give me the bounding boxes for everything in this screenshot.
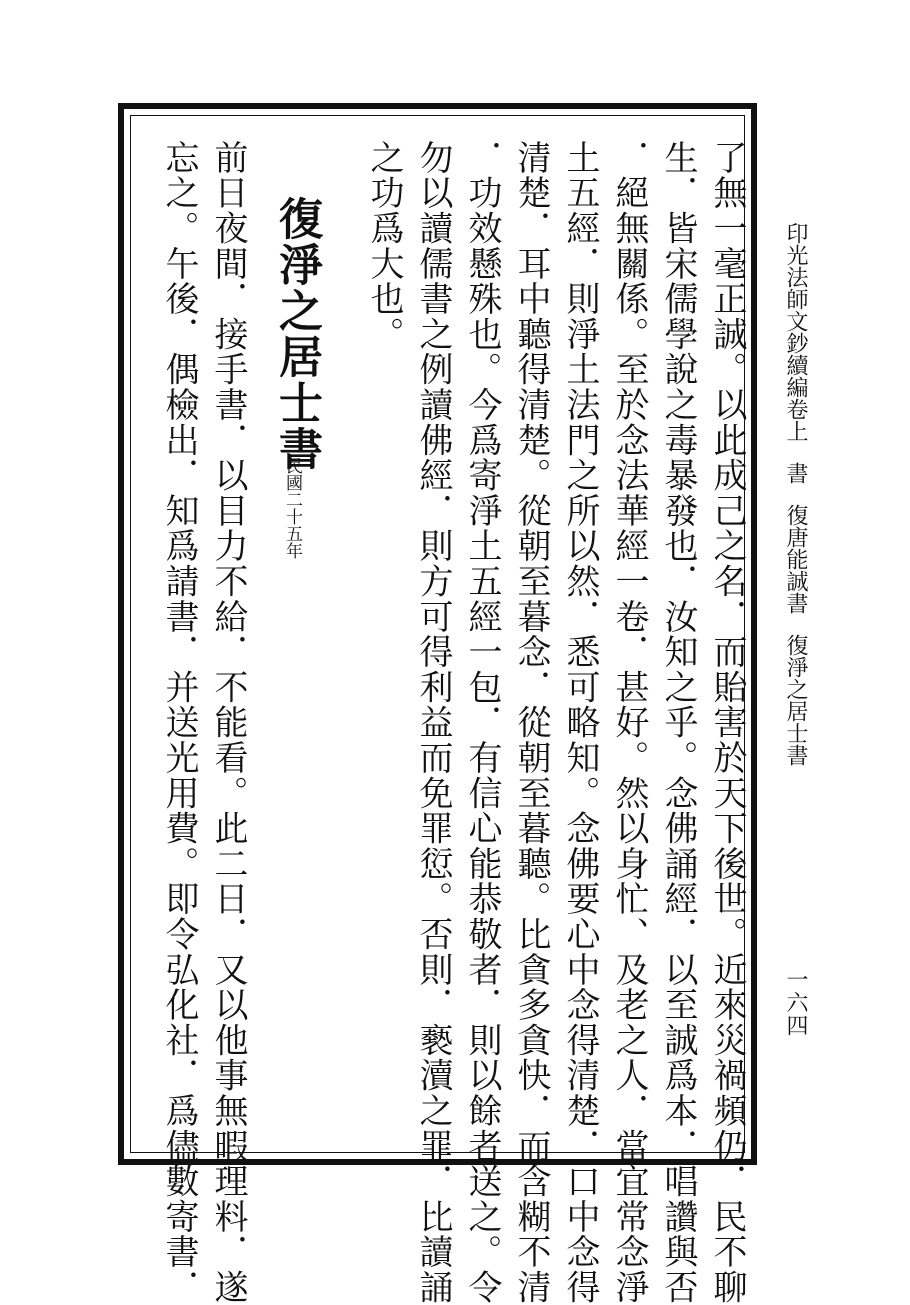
- text-line: ．功效懸殊也。今爲寄淨土五經一包．有信心能恭敬者．則以餘者送之。令: [462, 140, 502, 1305]
- header-section: 書: [783, 462, 808, 484]
- text-line: 前日夜間．接手書．以目力不給．不能看。此二日．又以他事無暇理料．遂: [208, 140, 248, 1305]
- text-line: 土五經．則淨土法門之所以然．悉可略知。念佛要心中念得清楚．口中念得: [560, 140, 600, 1305]
- text-line: 忘之。午後．偶檢出．知爲請書．并送光用費。即令弘化社．爲儘數寄書．: [159, 140, 199, 1305]
- text-line: ．絕無關係。至於念法華經一卷．甚好。然以身忙、及老之人．當宜常念淨: [609, 140, 649, 1305]
- text-line: 勿以讀儒書之例讀佛經．則方可得利益而免罪愆。否則．褻瀆之罪．比讀誦: [413, 140, 453, 1305]
- header-letter-1: 復唐能誠書: [783, 504, 808, 614]
- text-line: 了無一毫正誠。以此成己之名．而貽害於天下後世。近來災禍頻仍．民不聊: [707, 140, 747, 1305]
- header-book-title: 印光法師文鈔續編卷上: [783, 222, 808, 442]
- letter-date: 民國二十五年: [282, 457, 302, 559]
- text-line: 生．皆宋儒學說之毒暴發也．汝知之乎。念佛誦經．以至誠爲本．唱讚與否: [658, 140, 698, 1305]
- header-letter-2: 復淨之居士書: [783, 634, 808, 766]
- running-header: [782, 222, 806, 766]
- text-line: 之功爲大也。: [364, 140, 404, 352]
- page-number: 一六四: [783, 968, 808, 1037]
- text-line: 清楚．耳中聽得清楚。從朝至暮念．從朝至暮聽。比貪多貪快．而含糊不清: [511, 140, 551, 1305]
- letter-title: 復淨之居士書: [271, 196, 322, 472]
